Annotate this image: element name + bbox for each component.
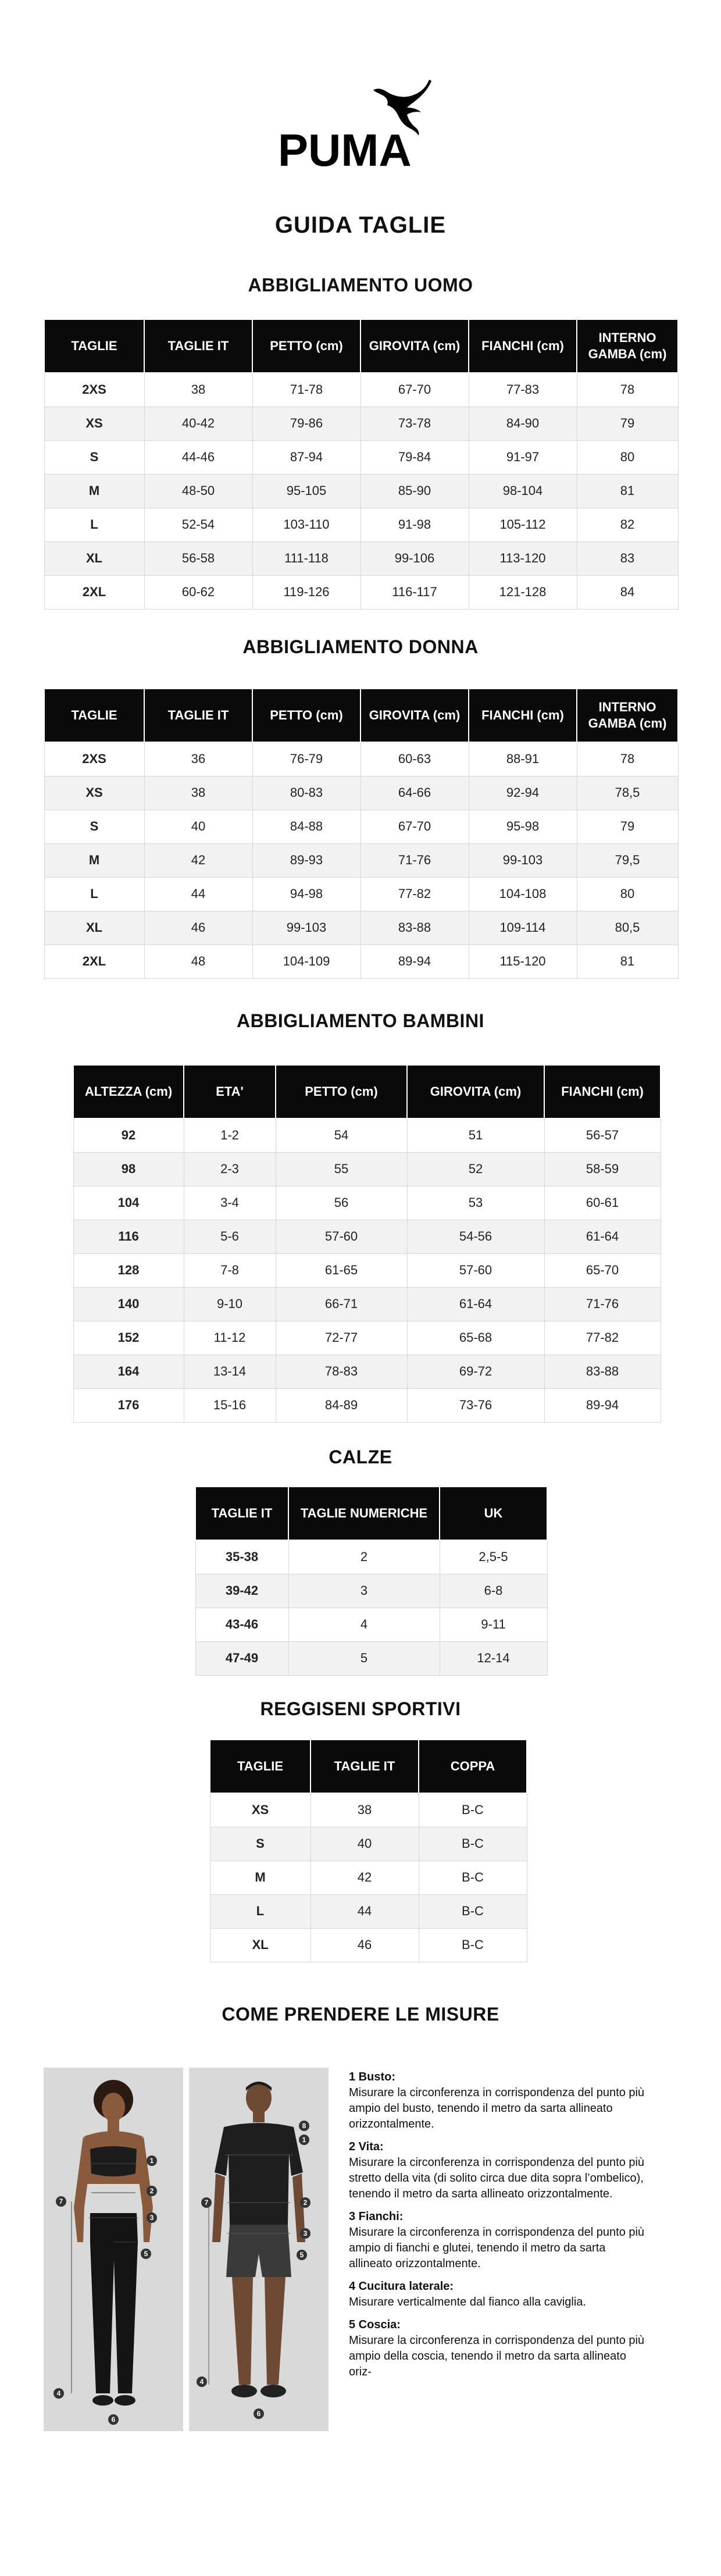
column-header: FIANCHI (cm)	[469, 689, 577, 742]
table-cell: 81	[577, 945, 678, 978]
marker-4: 4	[56, 2389, 61, 2397]
table-cell: 56-58	[144, 541, 252, 575]
column-header: TAGLIE	[44, 319, 144, 373]
table-row	[73, 1186, 661, 1220]
table-row	[210, 1861, 527, 1894]
table-cell: 61-64	[544, 1220, 661, 1253]
man-measure-photo	[189, 2068, 329, 2431]
table-cell: XL	[210, 1928, 310, 1962]
column-header: INTERNO GAMBA (cm)	[577, 689, 678, 742]
table-cell: B-C	[419, 1894, 527, 1928]
table-cell: 9-11	[440, 1608, 547, 1641]
table-cell: 61-64	[407, 1287, 544, 1321]
table-cell: 40	[310, 1827, 419, 1861]
table-cell: 38	[144, 776, 252, 810]
table-cell: 99-106	[360, 541, 469, 575]
table-cell: 43-46	[195, 1608, 288, 1641]
marker-1: 1	[149, 2157, 154, 2165]
table-cell: 98	[73, 1152, 184, 1186]
table-cell: 3-4	[184, 1186, 276, 1220]
table-cell: 61-65	[276, 1253, 407, 1287]
marker-7: 7	[59, 2197, 63, 2206]
table-cell: 91-98	[360, 508, 469, 541]
table-cell: 84	[577, 575, 678, 609]
table-cell: 79,5	[577, 843, 678, 877]
table-cell: 11-12	[184, 1321, 276, 1355]
table-cell: 65-70	[544, 1253, 661, 1287]
column-header: PETTO (cm)	[252, 689, 360, 742]
table-cell: 67-70	[360, 373, 469, 407]
page-title: GUIDA TAGLIE	[274, 212, 447, 238]
table-cell: 2XS	[44, 373, 144, 407]
table-cell: 103-110	[252, 508, 360, 541]
column-header: PETTO (cm)	[276, 1065, 407, 1118]
socks-size-table	[195, 1486, 548, 1676]
table-row	[73, 1253, 661, 1287]
marker-3: 3	[149, 2214, 154, 2222]
table-cell: 89-94	[360, 945, 469, 978]
table-row	[44, 541, 678, 575]
table-cell: 76-79	[252, 742, 360, 776]
table-cell: 44-46	[144, 440, 252, 474]
table-cell: 44	[310, 1894, 419, 1928]
table-cell: 52	[407, 1152, 544, 1186]
marker-3-man: 3	[303, 2229, 308, 2237]
table-cell: 89-93	[252, 843, 360, 877]
table-cell: 56	[276, 1186, 407, 1220]
women-section-title: ABBIGLIAMENTO DONNA	[242, 636, 479, 657]
marker-8: 8	[302, 2122, 306, 2130]
table-cell: XS	[44, 407, 144, 440]
table-row	[210, 1793, 527, 1827]
table-cell: 80,5	[577, 911, 678, 945]
table-row	[44, 373, 678, 407]
table-cell: 176	[73, 1388, 184, 1422]
table-cell: 79-86	[252, 407, 360, 440]
marker-6: 6	[111, 2415, 116, 2424]
table-cell: 84-88	[252, 810, 360, 843]
table-cell: 54-56	[407, 1220, 544, 1253]
table-row	[44, 440, 678, 474]
table-cell: 2XS	[44, 742, 144, 776]
table-row	[44, 911, 678, 945]
table-cell: 15-16	[184, 1388, 276, 1422]
column-header: TAGLIE IT	[195, 1487, 288, 1540]
table-cell: 4	[288, 1608, 440, 1641]
column-header: TAGLIE	[210, 1740, 310, 1793]
table-cell: 38	[144, 373, 252, 407]
table-cell: 121-128	[469, 575, 577, 609]
table-cell: 5	[288, 1641, 440, 1675]
column-header: TAGLIE	[44, 689, 144, 742]
marker-5: 5	[144, 2250, 148, 2258]
table-header-row	[210, 1740, 527, 1793]
table-cell: 13-14	[184, 1355, 276, 1388]
table-cell: 72-77	[276, 1321, 407, 1355]
column-header: ALTEZZA (cm)	[73, 1065, 184, 1118]
table-cell: 83-88	[360, 911, 469, 945]
kids-size-table	[73, 1064, 661, 1423]
table-cell: 140	[73, 1287, 184, 1321]
table-cell: 119-126	[252, 575, 360, 609]
marker-2: 2	[149, 2187, 154, 2195]
men-size-table	[44, 319, 679, 610]
instruction-title: 1 Busto:	[349, 2071, 395, 2083]
table-cell: 104	[73, 1186, 184, 1220]
table-cell: XS	[44, 776, 144, 810]
table-cell: 83	[577, 541, 678, 575]
table-cell: 60-61	[544, 1186, 661, 1220]
table-row	[44, 474, 678, 508]
table-cell: 60-62	[144, 575, 252, 609]
table-cell: 48	[144, 945, 252, 978]
table-row	[44, 742, 678, 776]
woman-measure-photo	[44, 2068, 183, 2431]
table-cell: 3	[288, 1574, 440, 1608]
table-cell: 40-42	[144, 407, 252, 440]
table-cell: 39-42	[195, 1574, 288, 1608]
table-cell: 79	[577, 407, 678, 440]
table-cell: 91-97	[469, 440, 577, 474]
table-row	[73, 1118, 661, 1152]
table-cell: 38	[310, 1793, 419, 1827]
marker-5-man: 5	[299, 2251, 304, 2259]
table-cell: B-C	[419, 1793, 527, 1827]
table-row	[44, 877, 678, 911]
table-row	[44, 575, 678, 609]
table-cell: 116-117	[360, 575, 469, 609]
woman-figure-graphic	[44, 2068, 183, 2431]
table-cell: 1-2	[184, 1118, 276, 1152]
table-row	[195, 1608, 547, 1641]
table-cell: 73-78	[360, 407, 469, 440]
men-section-title: ABBIGLIAMENTO UOMO	[248, 275, 473, 295]
table-cell: 79-84	[360, 440, 469, 474]
column-header: GIROVITA (cm)	[360, 319, 469, 373]
table-cell: 77-82	[544, 1321, 661, 1355]
table-row	[210, 1827, 527, 1861]
man-figure-graphic	[189, 2068, 329, 2431]
table-cell: 85-90	[360, 474, 469, 508]
instruction-text: Misurare verticalmente dal fianco alla caviglia.	[349, 2296, 586, 2308]
table-cell: 52-54	[144, 508, 252, 541]
table-cell: 51	[407, 1118, 544, 1152]
table-cell: 152	[73, 1321, 184, 1355]
table-cell: 2-3	[184, 1152, 276, 1186]
puma-logo-text: PUMA	[278, 124, 412, 172]
column-header: GIROVITA (cm)	[407, 1065, 544, 1118]
table-row	[73, 1220, 661, 1253]
instruction-title: 4 Cucitura laterale:	[349, 2280, 454, 2293]
column-header: COPPA	[419, 1740, 527, 1793]
table-cell: 56-57	[544, 1118, 661, 1152]
column-header: GIROVITA (cm)	[360, 689, 469, 742]
table-cell: 2,5-5	[440, 1540, 547, 1574]
table-cell: S	[210, 1827, 310, 1861]
table-cell: XL	[44, 541, 144, 575]
table-cell: 99-103	[469, 843, 577, 877]
table-cell: 55	[276, 1152, 407, 1186]
table-row	[73, 1287, 661, 1321]
table-cell: XS	[210, 1793, 310, 1827]
measure-section-title: COME PRENDERE LE MISURE	[222, 2004, 499, 2025]
table-cell: 53	[407, 1186, 544, 1220]
table-cell: 111-118	[252, 541, 360, 575]
table-row	[44, 843, 678, 877]
table-row	[210, 1928, 527, 1962]
table-cell: 77-82	[360, 877, 469, 911]
measurement-photos	[44, 2068, 329, 2431]
table-cell: 46	[144, 911, 252, 945]
table-cell: 42	[144, 843, 252, 877]
table-cell: 78,5	[577, 776, 678, 810]
table-row	[195, 1574, 547, 1608]
table-cell: 57-60	[276, 1220, 407, 1253]
instruction-text: Misurare la circonferenza in corrispondenza del punto più ampio di fianchi e glutei, tenendo il metro da sarta allineato orizzontalmente.	[349, 2226, 645, 2270]
table-row	[195, 1641, 547, 1675]
table-cell: 12-14	[440, 1641, 547, 1675]
table-cell: 47-49	[195, 1641, 288, 1675]
table-cell: 7-8	[184, 1253, 276, 1287]
table-cell: 42	[310, 1861, 419, 1894]
table-cell: L	[210, 1894, 310, 1928]
table-cell: 80-83	[252, 776, 360, 810]
table-cell: 6-8	[440, 1574, 547, 1608]
table-cell: 99-103	[252, 911, 360, 945]
table-cell: 83-88	[544, 1355, 661, 1388]
table-header-row	[73, 1065, 661, 1118]
column-header: TAGLIE NUMERICHE	[288, 1487, 440, 1540]
table-cell: 46	[310, 1928, 419, 1962]
table-cell: 128	[73, 1253, 184, 1287]
marker-1-man: 1	[302, 2136, 306, 2144]
bras-section-title: REGGISENI SPORTIVI	[260, 1698, 461, 1719]
table-cell: 2XL	[44, 575, 144, 609]
socks-section-title: CALZE	[329, 1446, 392, 1467]
table-cell: 36	[144, 742, 252, 776]
table-row	[73, 1388, 661, 1422]
table-cell: M	[210, 1861, 310, 1894]
table-row	[44, 407, 678, 440]
instruction-title: 5 Coscia:	[349, 2318, 401, 2331]
table-row	[73, 1355, 661, 1388]
table-cell: B-C	[419, 1928, 527, 1962]
table-row	[44, 810, 678, 843]
table-cell: 92-94	[469, 776, 577, 810]
table-header-row	[44, 689, 678, 742]
table-cell: 89-94	[544, 1388, 661, 1422]
marker-2-man: 2	[303, 2199, 308, 2207]
column-header: TAGLIE IT	[144, 689, 252, 742]
table-cell: 164	[73, 1355, 184, 1388]
table-cell: 78	[577, 373, 678, 407]
column-header: ETA'	[184, 1065, 276, 1118]
instruction-title: 3 Fianchi:	[349, 2210, 404, 2223]
table-cell: 82	[577, 508, 678, 541]
table-row	[44, 945, 678, 978]
table-cell: XL	[44, 911, 144, 945]
table-header-row	[195, 1487, 547, 1540]
marker-4-man: 4	[199, 2378, 204, 2386]
instruction-text: Misurare la circonferenza in corrispondenza del punto più stretto della vita (di solito circa due dita sopra l’ombelico), tenendo il metro da sarta allineato orizzontalmente.	[349, 2156, 645, 2200]
column-header: PETTO (cm)	[252, 319, 360, 373]
table-cell: 48-50	[144, 474, 252, 508]
table-cell: 60-63	[360, 742, 469, 776]
puma-logo	[273, 79, 448, 172]
table-cell: M	[44, 843, 144, 877]
table-row	[44, 776, 678, 810]
table-cell: 78	[577, 742, 678, 776]
table-cell: 87-94	[252, 440, 360, 474]
table-cell: S	[44, 440, 144, 474]
table-cell: 5-6	[184, 1220, 276, 1253]
instruction-text: Misurare la circonferenza in corrispondenza del punto più ampio del busto, tenendo il metro da sarta allineato orizzontalmente.	[349, 2086, 645, 2130]
table-cell: 92	[73, 1118, 184, 1152]
column-header: TAGLIE IT	[144, 319, 252, 373]
column-header: TAGLIE IT	[310, 1740, 419, 1793]
table-cell: 71-78	[252, 373, 360, 407]
table-row	[73, 1321, 661, 1355]
table-row	[44, 508, 678, 541]
table-cell: 95-98	[469, 810, 577, 843]
table-cell: 67-70	[360, 810, 469, 843]
table-cell: 57-60	[407, 1253, 544, 1287]
column-header: UK	[440, 1487, 547, 1540]
table-cell: 9-10	[184, 1287, 276, 1321]
table-cell: 77-83	[469, 373, 577, 407]
table-cell: S	[44, 810, 144, 843]
table-cell: 98-104	[469, 474, 577, 508]
table-cell: 44	[144, 877, 252, 911]
table-cell: L	[44, 508, 144, 541]
table-cell: 80	[577, 877, 678, 911]
table-cell: 116	[73, 1220, 184, 1253]
table-cell: B-C	[419, 1861, 527, 1894]
table-cell: 79	[577, 810, 678, 843]
table-header-row	[44, 319, 678, 373]
marker-6-man: 6	[256, 2410, 261, 2418]
column-header: FIANCHI (cm)	[469, 319, 577, 373]
table-cell: 81	[577, 474, 678, 508]
table-cell: 109-114	[469, 911, 577, 945]
table-cell: 73-76	[407, 1388, 544, 1422]
women-size-table	[44, 688, 679, 979]
table-cell: 104-108	[469, 877, 577, 911]
table-cell: 78-83	[276, 1355, 407, 1388]
kids-section-title: ABBIGLIAMENTO BAMBINI	[237, 1010, 484, 1031]
table-cell: 80	[577, 440, 678, 474]
table-cell: 113-120	[469, 541, 577, 575]
measurement-instructions	[349, 2069, 645, 2387]
table-cell: 84-89	[276, 1388, 407, 1422]
table-cell: 71-76	[360, 843, 469, 877]
table-cell: 115-120	[469, 945, 577, 978]
table-cell: 104-109	[252, 945, 360, 978]
marker-7-man: 7	[204, 2199, 209, 2207]
column-header: INTERNO GAMBA (cm)	[577, 319, 678, 373]
table-row	[195, 1540, 547, 1574]
table-cell: B-C	[419, 1827, 527, 1861]
table-cell: 71-76	[544, 1287, 661, 1321]
table-cell: 58-59	[544, 1152, 661, 1186]
table-cell: M	[44, 474, 144, 508]
table-cell: L	[44, 877, 144, 911]
table-cell: 54	[276, 1118, 407, 1152]
table-cell: 105-112	[469, 508, 577, 541]
instruction-text: Misurare la circonferenza in corrispondenza del punto più ampio della coscia, tenendo il metro da sarta allineato oriz-	[349, 2334, 645, 2378]
table-cell: 64-66	[360, 776, 469, 810]
table-cell: 94-98	[252, 877, 360, 911]
table-cell: 88-91	[469, 742, 577, 776]
table-row	[73, 1152, 661, 1186]
table-cell: 40	[144, 810, 252, 843]
instruction-title: 2 Vita:	[349, 2140, 384, 2153]
table-cell: 84-90	[469, 407, 577, 440]
puma-logo-graphic	[273, 79, 448, 172]
table-cell: 2	[288, 1540, 440, 1574]
table-cell: 35-38	[195, 1540, 288, 1574]
table-cell: 69-72	[407, 1355, 544, 1388]
table-cell: 65-68	[407, 1321, 544, 1355]
table-row	[210, 1894, 527, 1928]
bras-size-table	[209, 1739, 527, 1962]
table-cell: 95-105	[252, 474, 360, 508]
table-cell: 2XL	[44, 945, 144, 978]
table-cell: 66-71	[276, 1287, 407, 1321]
column-header: FIANCHI (cm)	[544, 1065, 661, 1118]
